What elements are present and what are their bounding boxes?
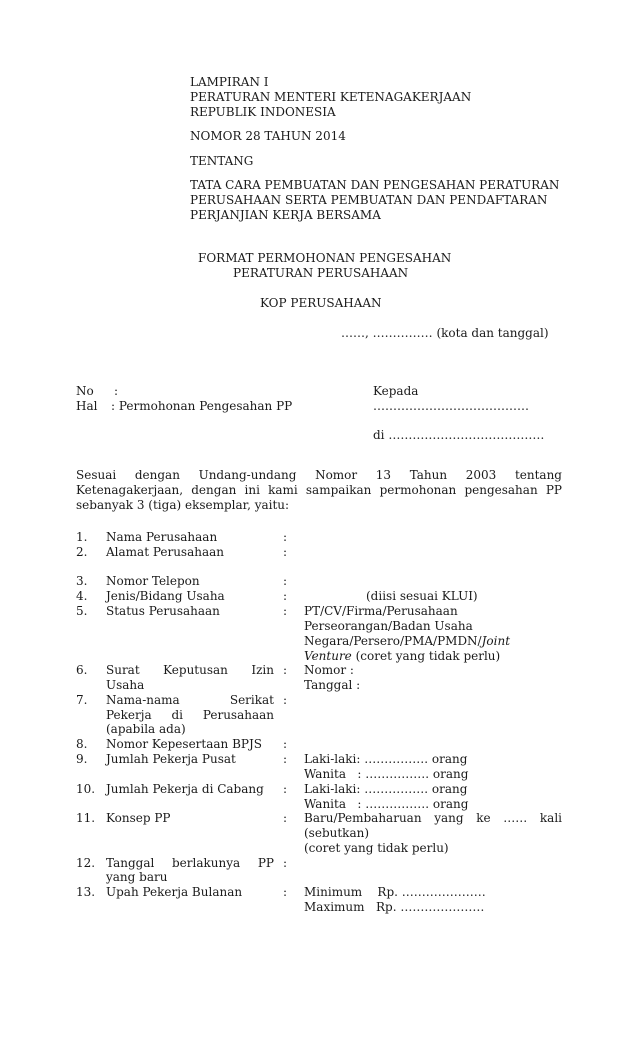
item-value-line3: (coret yang tidak perlu) bbox=[304, 841, 449, 855]
item-value-line1: PT/CV/Firma/Perusahaan bbox=[304, 604, 458, 618]
hal-value: : Permohonan Pengesahan PP bbox=[111, 399, 293, 413]
item-number: 10. bbox=[76, 782, 96, 796]
no-colon: : bbox=[114, 384, 119, 398]
item-number: 1. bbox=[76, 530, 88, 544]
intro-line1: Sesuai dengan Undang-undang Nomor 13 Tahun 2003 tentang bbox=[76, 468, 562, 482]
item-label: Jumlah Pekerja di Cabang bbox=[106, 782, 264, 796]
item-number: 9. bbox=[76, 752, 88, 766]
date-line: ……, …………… (kota dan tanggal) bbox=[341, 326, 549, 340]
item-value-line1: Laki-laki: ……………. orang bbox=[304, 782, 468, 796]
item-number: 6. bbox=[76, 663, 88, 677]
item-value-line1: Nomor : bbox=[304, 663, 354, 677]
item-value-line2: Maximum Rp. ………………… bbox=[304, 900, 485, 914]
item-colon: : bbox=[283, 885, 288, 899]
title-line1: FORMAT PERMOHONAN PENGESAHAN bbox=[198, 251, 452, 265]
item-colon: : bbox=[283, 663, 288, 677]
di-line: di ………………………………… bbox=[373, 428, 545, 442]
item-label: Jenis/Bidang Usaha bbox=[106, 589, 225, 603]
intro-line2: Ketenagakerjaan, dengan ini kami sampaikan permohonan pengesahan PP bbox=[76, 483, 562, 497]
item-value-line4 bbox=[304, 649, 500, 664]
item-value-text: (coret yang tidak perlu) bbox=[351, 649, 501, 663]
item-colon: : bbox=[283, 856, 288, 870]
item-label-line2: yang baru bbox=[106, 870, 168, 884]
header-lampiran: LAMPIRAN I bbox=[190, 75, 269, 89]
item-label: Status Perusahaan bbox=[106, 604, 220, 618]
kepada-label: Kepada bbox=[373, 384, 419, 398]
item-label: Nomor Telepon bbox=[106, 574, 200, 588]
item-value-text: Negara/Persero/PMA/PMDN/ bbox=[304, 634, 482, 648]
item-number: 5. bbox=[76, 604, 88, 618]
item-value-line1: Minimum Rp. ………………… bbox=[304, 885, 486, 899]
item-colon: : bbox=[283, 752, 288, 766]
kop-perusahaan: KOP PERUSAHAAN bbox=[260, 296, 382, 310]
item-value-line2: (sebutkan) bbox=[304, 826, 370, 840]
item-number: 12. bbox=[76, 856, 96, 870]
intro-line3: sebanyak 3 (tiga) eksemplar, yaitu: bbox=[76, 498, 290, 512]
header-tentang: TENTANG bbox=[190, 154, 254, 168]
item-label-line1: Nama-nama Serikat bbox=[106, 693, 274, 707]
title-line2: PERATURAN PERUSAHAAN bbox=[233, 266, 409, 280]
item-label: Konsep PP bbox=[106, 811, 171, 825]
item-label-line1: Surat Keputusan Izin bbox=[106, 663, 274, 677]
item-label-line2: Usaha bbox=[106, 678, 145, 692]
header-nomor: NOMOR 28 TAHUN 2014 bbox=[190, 129, 346, 143]
item-number: 8. bbox=[76, 737, 88, 751]
kepada-dots: ………………………………… bbox=[373, 399, 529, 413]
item-value-line2: Wanita : ……………. orang bbox=[304, 797, 469, 811]
header-peraturan: PERATURAN MENTERI KETENAGAKERJAAN bbox=[190, 90, 472, 104]
item-value-italic: Joint bbox=[481, 634, 511, 648]
item-value-line3 bbox=[304, 634, 510, 649]
item-number: 13. bbox=[76, 885, 96, 899]
item-label-line2: Pekerja di Perusahaan bbox=[106, 708, 274, 722]
item-label: Jumlah Pekerja Pusat bbox=[106, 752, 236, 766]
item-value-line2: Wanita : ……………. orang bbox=[304, 767, 469, 781]
header-subject-line3: PERJANJIAN KERJA BERSAMA bbox=[190, 208, 381, 222]
item-label-line1: Tanggal berlakunya PP bbox=[106, 856, 274, 870]
item-value-line1: Laki-laki: ……………. orang bbox=[304, 752, 468, 766]
item-colon: : bbox=[283, 811, 288, 825]
item-number: 2. bbox=[76, 545, 88, 559]
header-republik: REPUBLIK INDONESIA bbox=[190, 105, 336, 119]
item-label: Nomor Kepesertaan BPJS bbox=[106, 737, 262, 751]
header-subject-line2: PERUSAHAAN SERTA PEMBUATAN DAN PENDAFTARAN bbox=[190, 193, 548, 207]
item-number: 7. bbox=[76, 693, 88, 707]
item-label-line3: (apabila ada) bbox=[106, 722, 186, 736]
item-label: Upah Pekerja Bulanan bbox=[106, 885, 243, 899]
item-value-line2: Perseorangan/Badan Usaha bbox=[304, 619, 473, 633]
item-colon: : bbox=[283, 737, 288, 751]
item-label: Alamat Perusahaan bbox=[106, 545, 225, 559]
item-colon: : bbox=[283, 545, 288, 559]
item-value-line1: Baru/Pembaharuan yang ke …… kali bbox=[304, 811, 562, 825]
item-colon: : bbox=[283, 530, 288, 544]
item-value-line2: Tanggal : bbox=[304, 678, 361, 692]
item-number: 11. bbox=[76, 811, 96, 825]
no-label: No bbox=[76, 384, 94, 398]
item-colon: : bbox=[283, 574, 288, 588]
item-value-italic: Venture bbox=[304, 649, 352, 663]
item-colon: : bbox=[283, 782, 288, 796]
item-colon: : bbox=[283, 589, 288, 603]
hal-label: Hal bbox=[76, 399, 98, 413]
item-colon: : bbox=[283, 604, 288, 618]
header-subject-line1: TATA CARA PEMBUATAN DAN PENGESAHAN PERATURAN bbox=[190, 178, 560, 192]
item-value: (diisi sesuai KLUI) bbox=[366, 589, 478, 603]
item-label: Nama Perusahaan bbox=[106, 530, 218, 544]
item-number: 4. bbox=[76, 589, 88, 603]
item-number: 3. bbox=[76, 574, 88, 588]
item-colon: : bbox=[283, 693, 288, 707]
